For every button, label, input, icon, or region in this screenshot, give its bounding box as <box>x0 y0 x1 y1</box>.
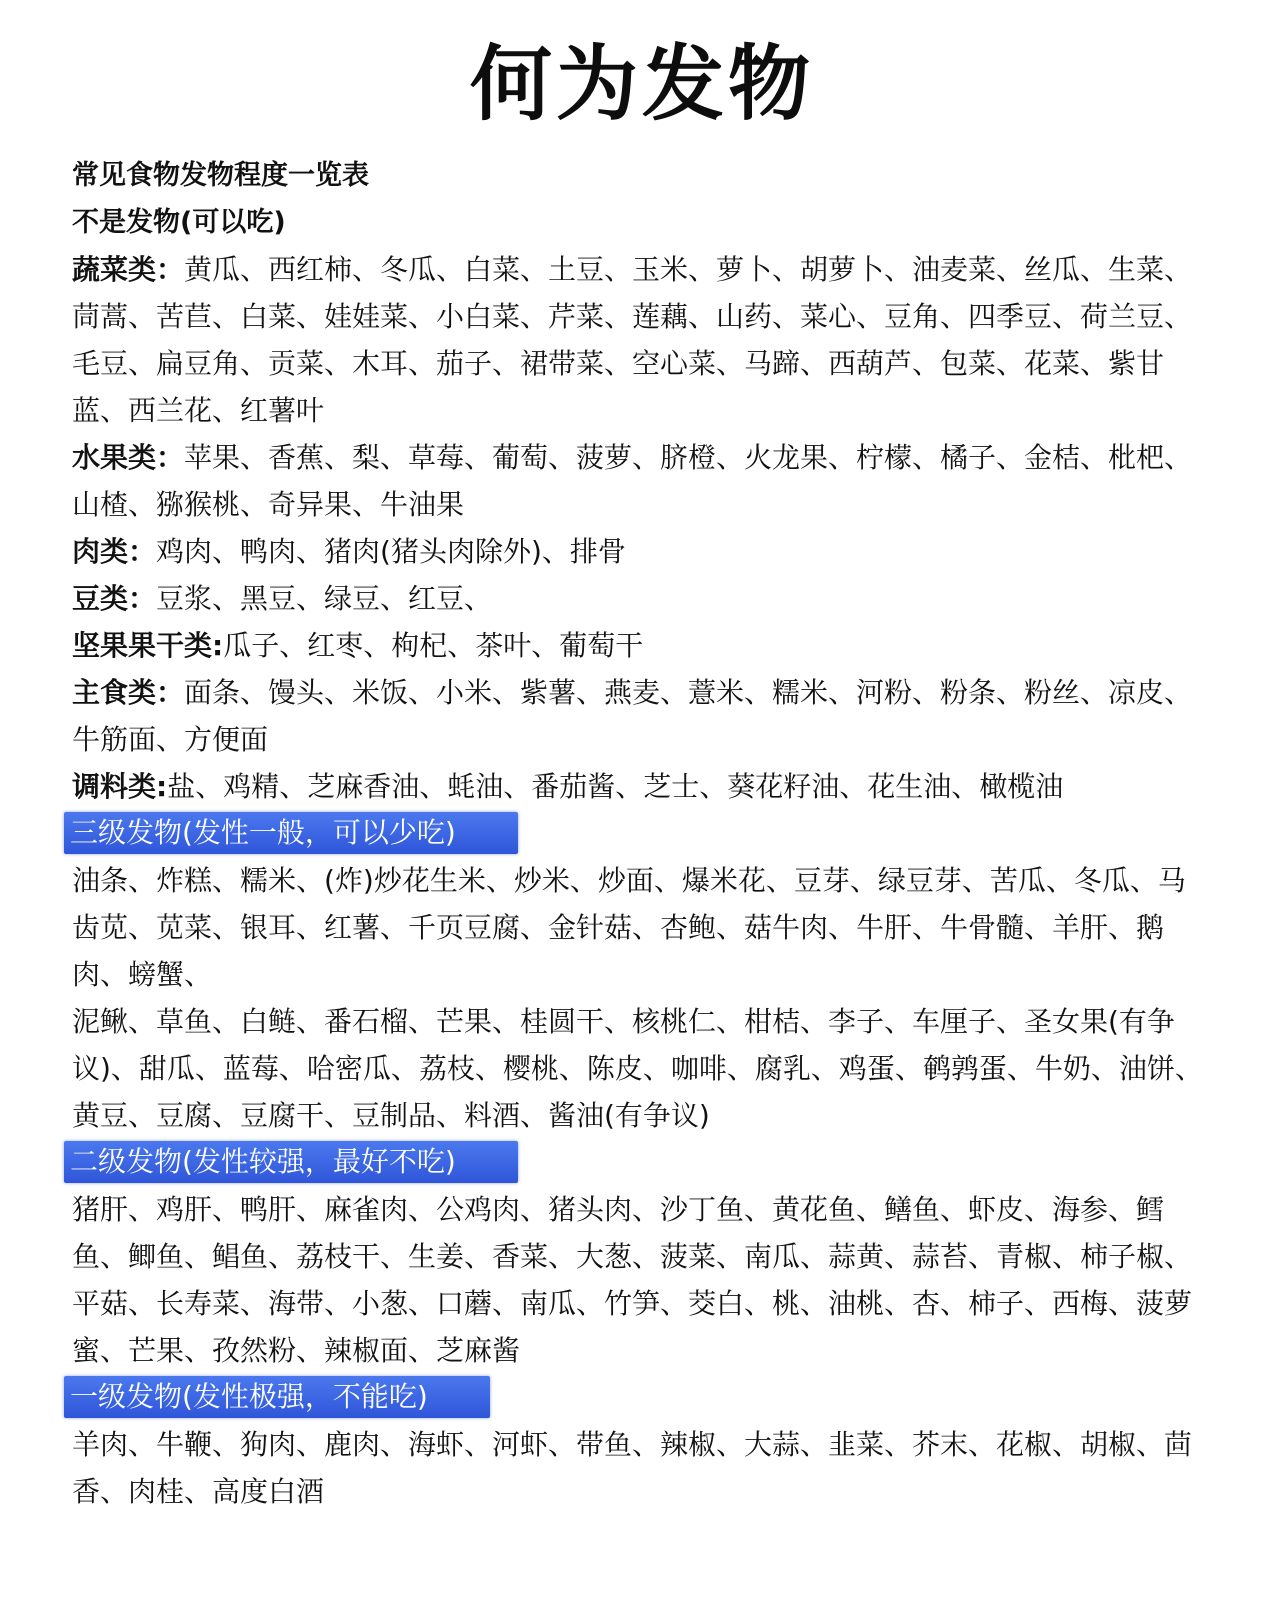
page-title: 何为发物 <box>469 37 814 132</box>
category-label: 豆类： <box>72 582 157 615</box>
category-label: 调料类: <box>72 770 168 803</box>
category-beans <box>72 575 1212 622</box>
category-items: 黄瓜、西红柿、冬瓜、白菜、土豆、玉米、萝卜、胡萝卜、油麦菜、丝瓜、生菜、茼蒿、苦苣、白菜、娃娃菜、小白菜、芹菜、莲藕、山药、菜心、豆角、四季豆、荷兰豆、毛豆、扁豆角、贡菜、木耳、茄子、裙带菜、空心菜、马蹄、西葫芦、包菜、花菜、紫甘蓝、西兰花、红薯叶 <box>72 253 1193 427</box>
level3-paragraph: 泥鳅、草鱼、白鲢、番石榴、芒果、桂圆干、核桃仁、柑桔、李子、车厘子、圣女果(有争议)、甜瓜、蓝莓、哈密瓜、荔枝、樱桃、陈皮、咖啡、腐乳、鸡蛋、鹌鹑蛋、牛奶、油饼、黄豆、豆腐、豆腐干、豆制品、料酒、酱油(有争议) <box>72 1005 1203 1132</box>
not-fawu-heading: 不是发物(可以吃) <box>72 207 286 238</box>
category-items: 苹果、香蕉、梨、草莓、葡萄、菠萝、脐橙、火龙果、柠檬、橘子、金桔、枇杷、山楂、猕猴桃、奇异果、牛油果 <box>72 441 1193 521</box>
document-page <box>72 0 1212 1515</box>
level3-paragraph: 油条、炸糕、糯米、(炸)炒花生米、炒米、炒面、爆米花、豆芽、绿豆芽、苦瓜、冬瓜、马齿苋、苋菜、银耳、红薯、千页豆腐、金针菇、杏鲍、菇牛肉、牛肝、牛骨髓、羊肝、鹅肉、螃蟹、 <box>72 864 1186 991</box>
category-nuts <box>72 622 1212 669</box>
category-items: 豆浆、黑豆、绿豆、红豆、 <box>156 582 493 615</box>
level2-section <box>72 1139 1212 1374</box>
not-fawu-section <box>72 246 1212 810</box>
category-vegetables <box>72 246 1212 434</box>
level3-heading-band: 三级发物(发性一般，可以少吃) <box>64 812 518 854</box>
level2-heading-band: 二级发物(发性较强，最好不吃) <box>64 1141 518 1183</box>
level1-section <box>72 1374 1212 1515</box>
category-staples <box>72 669 1212 763</box>
category-seasonings <box>72 763 1212 810</box>
category-label: 主食类： <box>72 676 185 709</box>
table-subtitle: 常见食物发物程度一览表 <box>72 160 369 191</box>
category-fruits <box>72 434 1212 528</box>
category-label: 蔬菜类： <box>72 253 185 286</box>
level2-paragraph: 猪肝、鸡肝、鸭肝、麻雀肉、公鸡肉、猪头肉、沙丁鱼、黄花鱼、鳝鱼、虾皮、海参、鳕鱼、鲫鱼、鲳鱼、荔枝干、生姜、香菜、大葱、菠菜、南瓜、蒜黄、蒜苔、青椒、柿子椒、平菇、长寿菜、海带、小葱、口蘑、南瓜、竹笋、茭白、桃、油桃、杏、柿子、西梅、菠萝蜜、芒果、孜然粉、辣椒面、芝麻酱 <box>72 1193 1193 1367</box>
category-label: 肉类： <box>72 535 157 568</box>
category-meat <box>72 528 1212 575</box>
category-label: 坚果果干类: <box>72 629 224 662</box>
category-items: 面条、馒头、米饭、小米、紫薯、燕麦、薏米、糯米、河粉、粉条、粉丝、凉皮、牛筋面、方便面 <box>72 676 1193 756</box>
level1-paragraph: 羊肉、牛鞭、狗肉、鹿肉、海虾、河虾、带鱼、辣椒、大蒜、韭菜、芥末、花椒、胡椒、茴香、肉桂、高度白酒 <box>72 1428 1193 1508</box>
level1-heading-band: 一级发物(发性极强，不能吃) <box>64 1376 490 1418</box>
category-items: 瓜子、红枣、枸杞、茶叶、葡萄干 <box>223 629 644 662</box>
category-label: 水果类： <box>72 441 185 474</box>
level3-section <box>72 810 1212 1139</box>
category-items: 盐、鸡精、芝麻香油、蚝油、番茄酱、芝士、葵花籽油、花生油、橄榄油 <box>167 770 1064 803</box>
category-items: 鸡肉、鸭肉、猪肉(猪头肉除外)、排骨 <box>156 535 626 568</box>
